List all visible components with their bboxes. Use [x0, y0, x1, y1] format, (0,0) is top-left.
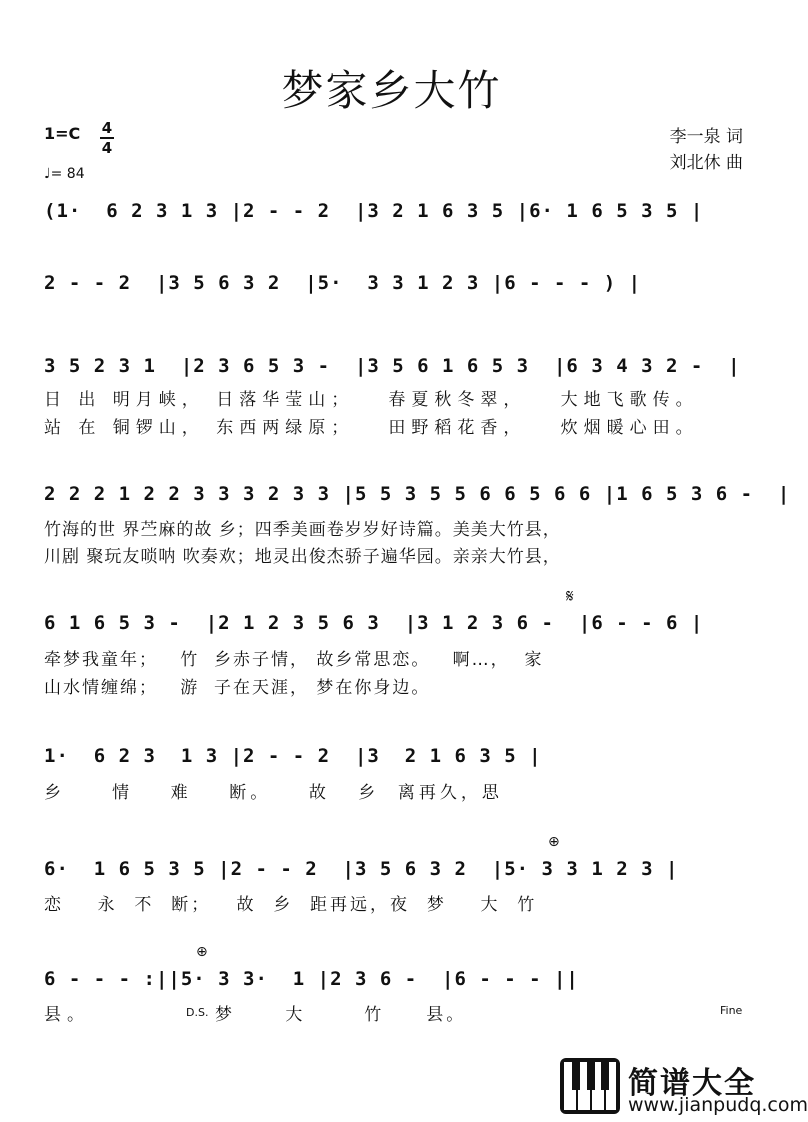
- coda-mark-2: ⊕: [196, 944, 208, 960]
- coda-mark: ⊕: [548, 834, 560, 850]
- lyric-row-7: 乡 情 难 断。 故 乡 离再久，思: [44, 783, 503, 803]
- music-row-2: 2 - - 2 |3 5 6 3 2 |5· 3 3 1 2 3 |6 - - - ) |: [44, 272, 642, 294]
- ds-marking: D.S.: [186, 1006, 209, 1019]
- lyric-row-5: 牵梦我童年； 竹 乡赤子情， 故乡常思恋。 啊…， 家: [44, 650, 544, 670]
- quarter-note-icon: ♩: [44, 166, 51, 182]
- watermark-logo: [560, 1058, 808, 1118]
- watermark-url: www.jianpudq.com: [628, 1094, 808, 1116]
- lyric-row-4: 川剧 聚玩友唢呐 吹奏欢；地灵出俊杰骄子遍华园。亲亲大竹县，: [44, 547, 561, 567]
- music-row-4: 2 2 2 1 2 2 3 3 3 2 3 3 |5 5 3 5 5 6 6 5 6 6 |1 6 5 3 6 - |: [44, 483, 791, 505]
- lyric-row-10: 梦 大 竹 县。: [215, 1005, 467, 1025]
- tempo-marking: [44, 166, 85, 182]
- lyricist-credit: 李一泉 词: [669, 127, 743, 147]
- lyric-row-6: 山水情缠绵； 游 子在天涯， 梦在你身边。: [44, 678, 431, 698]
- music-row-7: 6· 1 6 5 3 5 |2 - - 2 |3 5 6 3 2 |5· 3 3 1 2 3 |: [44, 858, 679, 880]
- music-row-8: 6 - - - :||5· 3 3· 1 |2 3 6 - |6 - - - ||: [44, 968, 579, 990]
- fine-marking: Fine: [720, 1004, 743, 1017]
- composer-credit: 刘北休 曲: [669, 153, 743, 173]
- segno-mark: 𝄋: [566, 586, 574, 607]
- key-signature: 1=C: [44, 124, 81, 143]
- lyric-row-8: 恋 永 不 断； 故 乡 距再远，夜 梦 大 竹: [44, 895, 538, 915]
- music-row-5: 6 1 6 5 3 - |2 1 2 3 5 6 3 |3 1 2 3 6 - |6 - - 6 |: [44, 612, 704, 634]
- time-signature-top: 4: [101, 119, 113, 137]
- lyric-row-3: 竹海的世 界苎麻的故 乡；四季美画卷岁岁好诗篇。美美大竹县，: [44, 520, 561, 540]
- music-row-3: 3 5 2 3 1 |2 3 6 5 3 - |3 5 6 1 6 5 3 |6 3 4 3 2 - |: [44, 355, 741, 377]
- time-signature-bottom: 4: [101, 139, 113, 157]
- time-signature: [100, 120, 114, 156]
- music-row-1: (1· 6 2 3 1 3 |2 - - 2 |3 2 1 6 3 5 |6· 1 6 5 3 5 |: [44, 200, 704, 222]
- tempo-value: = 84: [50, 166, 85, 182]
- lyric-row-9: 县。: [44, 1005, 90, 1025]
- watermark-brand: 简谱大全: [628, 1066, 756, 1101]
- lyric-row-2: 站 在 铜锣山， 东西两绿原； 田野稻花香， 炊烟暖心田。: [44, 418, 699, 438]
- lyric-row-1: 日 出 明月峡， 日落华莹山； 春夏秋冬翠， 大地飞歌传。: [44, 390, 699, 410]
- music-row-6: 1· 6 2 3 1 3 |2 - - 2 |3 2 1 6 3 5 |: [44, 745, 542, 767]
- piano-keys-icon: [560, 1058, 620, 1114]
- page-title: 梦家乡大竹: [281, 66, 502, 115]
